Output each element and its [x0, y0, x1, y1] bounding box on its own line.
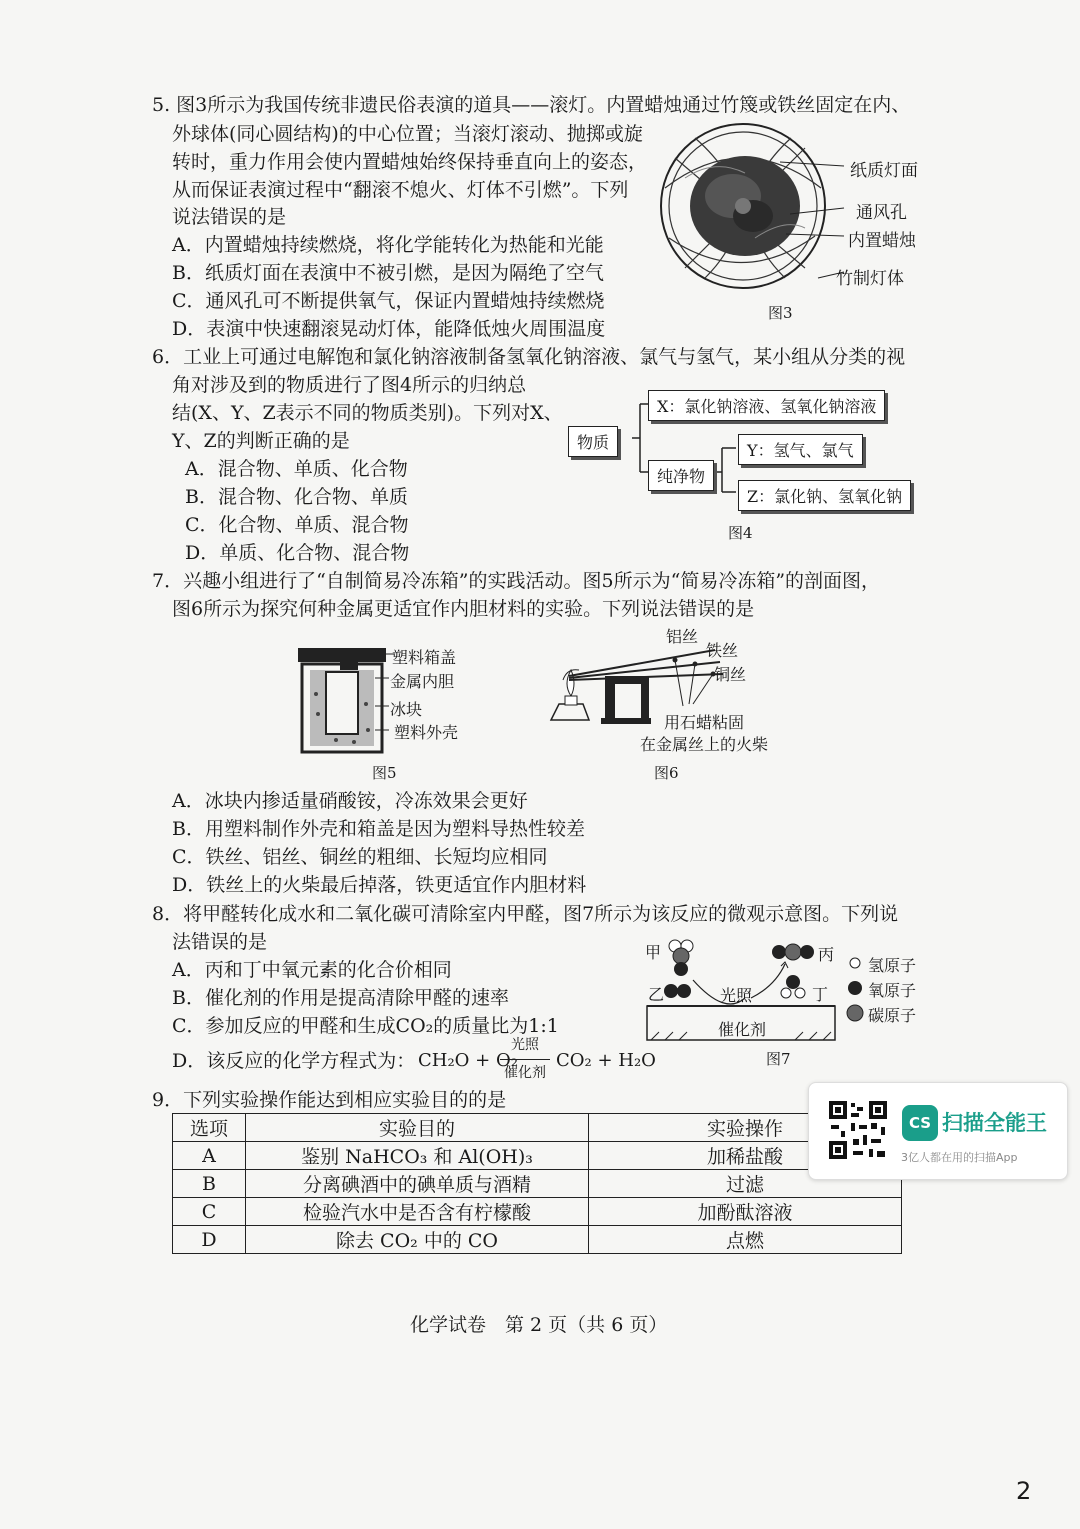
fig3-label-bamboo-body: 竹制灯体 [836, 269, 904, 289]
table-header-cell: 实验操作 [589, 1114, 902, 1142]
page-number: 2 [1016, 1477, 1032, 1505]
fig7-label-bing: 丙 [818, 945, 835, 964]
q8-equation-right: CO₂ + H₂O [556, 1050, 656, 1071]
fig5-label-lid: 塑料箱盖 [392, 648, 457, 667]
fig5-caption: 图5 [372, 764, 397, 782]
table-row [173, 1142, 902, 1170]
q8-line-1: 8．将甲醛转化成水和二氧化碳可清除室内甲醛，图7所示为该反应的微观示意图。下列说 [152, 903, 899, 925]
q5-option-a: A．内置蜡烛持续燃烧，将化学能转化为热能和光能 [172, 234, 604, 256]
q8-equation-left: CH₂O + O₂ [418, 1050, 518, 1071]
fig5-label-liner: 金属内胆 [390, 672, 455, 691]
q8-equation-condition-top: 光照 [511, 1037, 539, 1053]
q8-line-2: 法错误的是 [172, 931, 268, 953]
q5-line-3: 转时，重力作用会使内置蜡烛始终保持垂直向上的姿态， [172, 151, 648, 173]
table-row [173, 1226, 902, 1254]
fig7-legend-markers [846, 952, 864, 1024]
fig3-label-paper-shade: 纸质灯面 [850, 161, 918, 181]
table-cell: 点燃 [589, 1226, 902, 1254]
q6-option-a: A．混合物、单质、化合物 [185, 458, 408, 480]
q7-line-2: 图6所示为探究何种金属更适宜作内胆材料的实验。下列说法错误的是 [172, 598, 755, 620]
fig7-caption: 图7 [766, 1050, 791, 1068]
q5-line-2: 外球体(同心圆结构)的中心位置；当滚灯滚动、抛掷或旋 [172, 123, 643, 145]
table-cell: D [173, 1226, 246, 1254]
table-cell: 检验汽水中是否含有柠檬酸 [246, 1198, 589, 1226]
scanner-watermark [808, 1082, 1070, 1502]
q8-equation-condition-bottom: 催化剂 [504, 1065, 546, 1081]
fig6-label-iron: 铁丝 [706, 641, 739, 660]
fig7-label-ding: 丁 [812, 985, 829, 1004]
q7-option-d: D．铁丝上的火柴最后掉落，铁更适宜作内胆材料 [172, 874, 587, 896]
table-header-row [173, 1114, 902, 1142]
fig7-label-catalyst: 催化剂 [718, 1020, 767, 1039]
q7-option-b: B．用塑料制作外壳和箱盖是因为塑料导热性较差 [172, 818, 585, 840]
q9-table [172, 1113, 902, 1254]
q5-option-c: C．通风孔可不断提供氧气，保证内置蜡烛持续燃烧 [172, 290, 605, 312]
q5-option-b: B．纸质灯面在表演中不被引燃，是因为隔绝了空气 [172, 262, 604, 284]
q6-line-1: 6．工业上可通过电解饱和氯化钠溶液制备氢氧化钠溶液、氯气与氢气，某小组从分类的视 [152, 346, 906, 368]
q5-line-1: 5. 图3所示为我国传统非遗民俗表演的道具——滚灯。内置蜡烛通过竹篾或铁丝固定在内、 [152, 94, 911, 116]
fig7-label-jia: 甲 [645, 943, 662, 962]
fig4-box-x: X：氯化钠溶液、氢氧化钠溶液 [648, 390, 885, 421]
q6-line-3: 结(X、Y、Z表示不同的物质类别)。下列对X、 [172, 402, 563, 424]
table-cell: 鉴别 NaHCO₃ 和 Al(OH)₃ [246, 1142, 589, 1170]
table-cell: 分离碘酒中的碘单质与酒精 [246, 1170, 589, 1198]
fig3-label-vent: 通风孔 [856, 203, 907, 223]
q5-line-5: 说法错误的是 [172, 206, 287, 228]
q7-line-1: 7．兴趣小组进行了“自制简易冷冻箱”的实践活动。图5所示为“简易冷冻箱”的剖面图， [152, 570, 881, 592]
page-footer: 化学试卷 第 2 页（共 6 页） [410, 1314, 668, 1336]
fig6-label-matches: 在金属丝上的火柴 [640, 735, 769, 754]
q6-option-d: D．单质、化合物、混合物 [185, 542, 410, 564]
q7-option-c: C．铁丝、铝丝、铜丝的粗细、长短均应相同 [172, 846, 548, 868]
fig7-legend-carbon: 碳原子 [868, 1006, 917, 1025]
table-cell: 过滤 [589, 1170, 902, 1198]
fig7-label-light: 光照 [720, 986, 753, 1005]
table-cell: B [173, 1170, 246, 1198]
fig6-label-copper: 铜丝 [714, 665, 747, 684]
fig4-box-matter: 物质 [568, 426, 618, 457]
fig3-caption: 图3 [768, 304, 793, 322]
q9-line: 9．下列实验操作能达到相应实验目的的是 [152, 1089, 507, 1111]
fig5-label-shell: 塑料外壳 [394, 723, 459, 742]
table-cell: 除去 CO₂ 中的 CO [246, 1226, 589, 1254]
table-row [173, 1198, 902, 1226]
fig6-caption: 图6 [654, 764, 679, 782]
q6-line-4: Y、Z的判断正确的是 [172, 430, 350, 452]
fig4-caption: 图4 [728, 524, 753, 542]
fig6-label-aluminum: 铝丝 [666, 627, 699, 646]
q7-option-a: A．冰块内掺适量硝酸铵，冷冻效果会更好 [172, 790, 528, 812]
table-cell: C [173, 1198, 246, 1226]
q8-option-d: D．该反应的化学方程式为： [172, 1050, 416, 1072]
scanner-app-name: 扫描全能王 [942, 1111, 1047, 1135]
table-cell: 加稀盐酸 [589, 1142, 902, 1170]
fig3-label-candle: 内置蜡烛 [848, 231, 916, 251]
table-cell: A [173, 1142, 246, 1170]
q5-line-4: 从而保证表演过程中“翻滚不熄火、灯体不引燃”。下列 [172, 179, 629, 201]
q6-line-2: 角对涉及到的物质进行了图4所示的归纳总 [172, 374, 527, 396]
fig7-label-yi: 乙 [648, 985, 665, 1004]
fig6-label-wax: 用石蜡粘固 [664, 713, 745, 732]
table-row [173, 1170, 902, 1198]
q8-option-a: A．丙和丁中氧元素的化合价相同 [172, 959, 452, 981]
fig4-box-pure: 纯净物 [648, 460, 714, 491]
q8-equation-arrow [500, 1059, 550, 1060]
fig7-legend-oxygen: 氧原子 [868, 981, 917, 1000]
q8-option-c: C．参加反应的甲醛和生成CO₂的质量比为1:1 [172, 1015, 559, 1037]
scanner-banner [808, 1082, 1068, 1180]
q6-option-b: B．混合物、化合物、单质 [185, 486, 408, 508]
fig5-label-ice: 冰块 [390, 700, 423, 719]
fig4-box-y: Y：氢气、氯气 [738, 434, 863, 465]
qr-code-icon [827, 1099, 889, 1161]
camscanner-logo: CS [902, 1105, 938, 1141]
table-cell: 加酚酞溶液 [589, 1198, 902, 1226]
fig4-box-z: Z：氯化钠、氢氧化钠 [738, 480, 911, 511]
q6-option-c: C．化合物、单质、混合物 [185, 514, 409, 536]
table-header-cell: 选项 [173, 1114, 246, 1142]
q5-option-d: D．表演中快速翻滚晃动灯体，能降低烛火周围温度 [172, 318, 606, 340]
q8-option-b: B．催化剂的作用是提高清除甲醛的速率 [172, 987, 509, 1009]
table-header-cell: 实验目的 [246, 1114, 589, 1142]
scanner-slogan: 3亿人都在用的扫描App [901, 1151, 1018, 1164]
fig7-legend-hydrogen: 氢原子 [868, 956, 917, 975]
